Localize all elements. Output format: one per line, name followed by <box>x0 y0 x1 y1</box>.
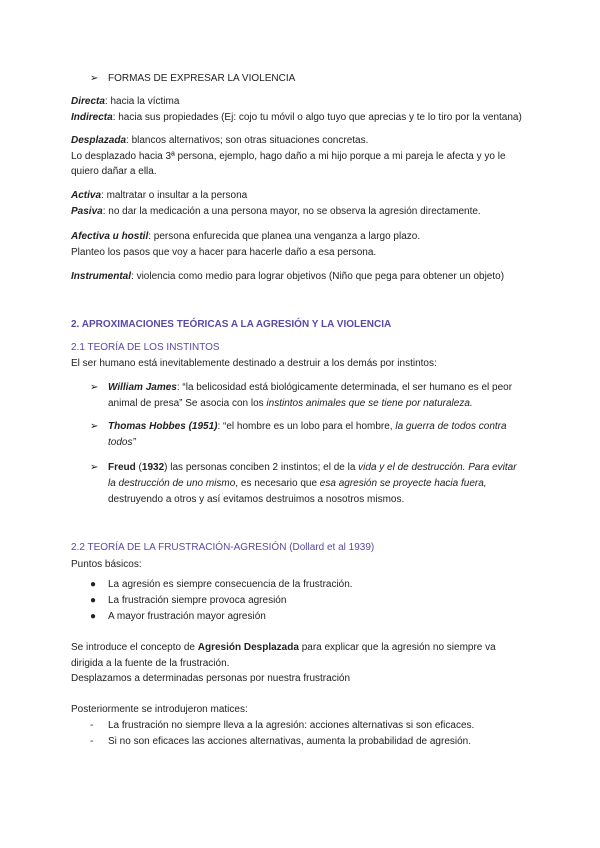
paragraph-line: dirigida a la fuente de la frustración. <box>71 658 230 669</box>
author-name: Freud <box>108 462 136 473</box>
term: Instrumental <box>71 271 132 282</box>
paragraph-line: quiero dañar a ella. <box>71 166 157 177</box>
term: Pasiva <box>71 206 103 217</box>
year-open: ( <box>135 462 142 473</box>
year: 1932 <box>141 462 165 473</box>
section-heading: FORMAS DE EXPRESAR LA VIOLENCIA <box>108 73 296 84</box>
item-text: animal de presa” Se asocia con los <box>108 398 267 409</box>
item-text: : “el hombre es un lobo para el hombre, <box>217 421 396 432</box>
dash-bullet-icon: - <box>90 736 94 747</box>
definition: : maltratar o insultar a la persona <box>101 190 248 201</box>
list-item: La agresión es siempre consecuencia de la frustración. <box>108 579 353 590</box>
definition: : hacia la víctima <box>104 96 180 107</box>
instinct-item-james-l2 <box>108 397 473 411</box>
paragraph-text: para explicar que la agresión no siempre va <box>298 642 496 653</box>
form-pasiva <box>71 205 481 219</box>
section-2-1-intro: El ser humano está inevitablemente destinado a destruir a los demás por instintos: <box>71 358 437 369</box>
term: Activa <box>71 190 102 201</box>
arrow-bullet-icon: ➢ <box>90 73 99 84</box>
term: Afectiva u hostil <box>71 231 149 242</box>
paragraph-line: Lo desplazado hacia 3ª persona, ejemplo, hago daño a mi hijo porque a mi pareja le afecta y yo le <box>71 151 506 162</box>
form-indirecta <box>71 111 522 125</box>
author-name: Thomas Hobbes (1951) <box>108 421 218 432</box>
author-name: William James <box>108 382 177 393</box>
puntos-label: Puntos básicos: <box>71 559 142 570</box>
definition: : persona enfurecida que planea una venganza a largo plazo. <box>148 231 421 242</box>
item-text-italic: la destrucción de uno mismo <box>108 478 236 489</box>
item-text-italic: instintos animales que se tiene por naturaleza. <box>266 398 473 409</box>
form-directa <box>71 95 179 109</box>
item-text-italic: la guerra de todos contra <box>395 421 507 432</box>
item-text-italic: vida y el de destrucción. <box>358 462 466 473</box>
definition: : violencia como medio para lograr objetivos (Niño que pega para obtener un objeto) <box>131 271 505 282</box>
list-item: La frustración siempre provoca agresión <box>108 595 287 606</box>
list-item: A mayor frustración mayor agresión <box>108 611 266 622</box>
definition: : blancos alternativos; son otras situaciones concretas. <box>126 135 369 146</box>
definition: : hacia sus propiedades (Ej: cojo tu móvil o algo tuyo que aprecias y te lo tiro por la ventana) <box>112 112 522 123</box>
arrow-bullet-icon: ➢ <box>90 462 99 473</box>
dash-bullet-icon: - <box>90 720 94 731</box>
paragraph-line: Desplazamos a determinadas personas por nuestra frustración <box>71 673 351 684</box>
item-text: : “la belicosidad está biológicamente determinada, el ser humano es el peor <box>176 382 513 393</box>
instinct-item-freud-l2 <box>108 477 487 491</box>
section-2-2-heading: 2.2 TEORÍA DE LA FRUSTRACIÓN-AGRESIÓN (Dollard et al 1939) <box>71 542 375 553</box>
item-text-italic: Para evitar <box>465 462 517 473</box>
term: Indirecta <box>71 112 113 123</box>
paragraph-line: Planteo los pasos que voy a hacer para hacerle daño a esa persona. <box>71 247 377 258</box>
item-text: las personas conciben 2 instintos; el de la <box>167 462 359 473</box>
arrow-bullet-icon: ➢ <box>90 421 99 432</box>
paragraph-line: Posteriormente se introdujeron matices: <box>71 704 248 715</box>
term: Desplazada <box>71 135 127 146</box>
instinct-item-hobbes-l2: todos” <box>108 437 136 448</box>
section-2-heading: 2. APROXIMACIONES TEÓRICAS A LA AGRESIÓN Y LA VIOLENCIA <box>71 319 392 330</box>
paragraph-text: Se introduce el concepto de <box>71 642 198 653</box>
item-text: , es necesario que <box>235 478 320 489</box>
list-item: La frustración no siempre lleva a la agresión: acciones alternativas si son eficaces. <box>108 720 475 731</box>
instinct-item-hobbes <box>108 420 507 434</box>
section-2-1-heading: 2.1 TEORÍA DE LOS INSTINTOS <box>71 342 220 353</box>
form-afectiva <box>71 230 420 244</box>
form-desplazada <box>71 134 368 148</box>
bullet-dot-icon: ● <box>90 595 97 606</box>
paragraph-bold: Agresión Desplazada <box>197 642 299 653</box>
paragraph-line <box>71 641 496 655</box>
form-activa <box>71 189 247 203</box>
instinct-item-freud <box>108 461 517 475</box>
definition: : no dar la medicación a una persona mayor, no se observa la agresión directamente. <box>102 206 481 217</box>
bullet-dot-icon: ● <box>90 611 97 622</box>
arrow-bullet-icon: ➢ <box>90 382 99 393</box>
item-text-italic: esa agresión se proyecte hacia fuera, <box>319 478 487 489</box>
bullet-dot-icon: ● <box>90 579 97 590</box>
instinct-item-james <box>108 381 512 395</box>
year-close: ) <box>164 462 168 473</box>
form-instrumental <box>71 270 504 284</box>
instinct-item-freud-l3: destruyendo a otros y así evitamos destruimos a nosotros mismos. <box>108 494 405 505</box>
term: Directa <box>71 96 105 107</box>
list-item: Si no son eficaces las acciones alternativas, aumenta la probabilidad de agresión. <box>108 736 471 747</box>
